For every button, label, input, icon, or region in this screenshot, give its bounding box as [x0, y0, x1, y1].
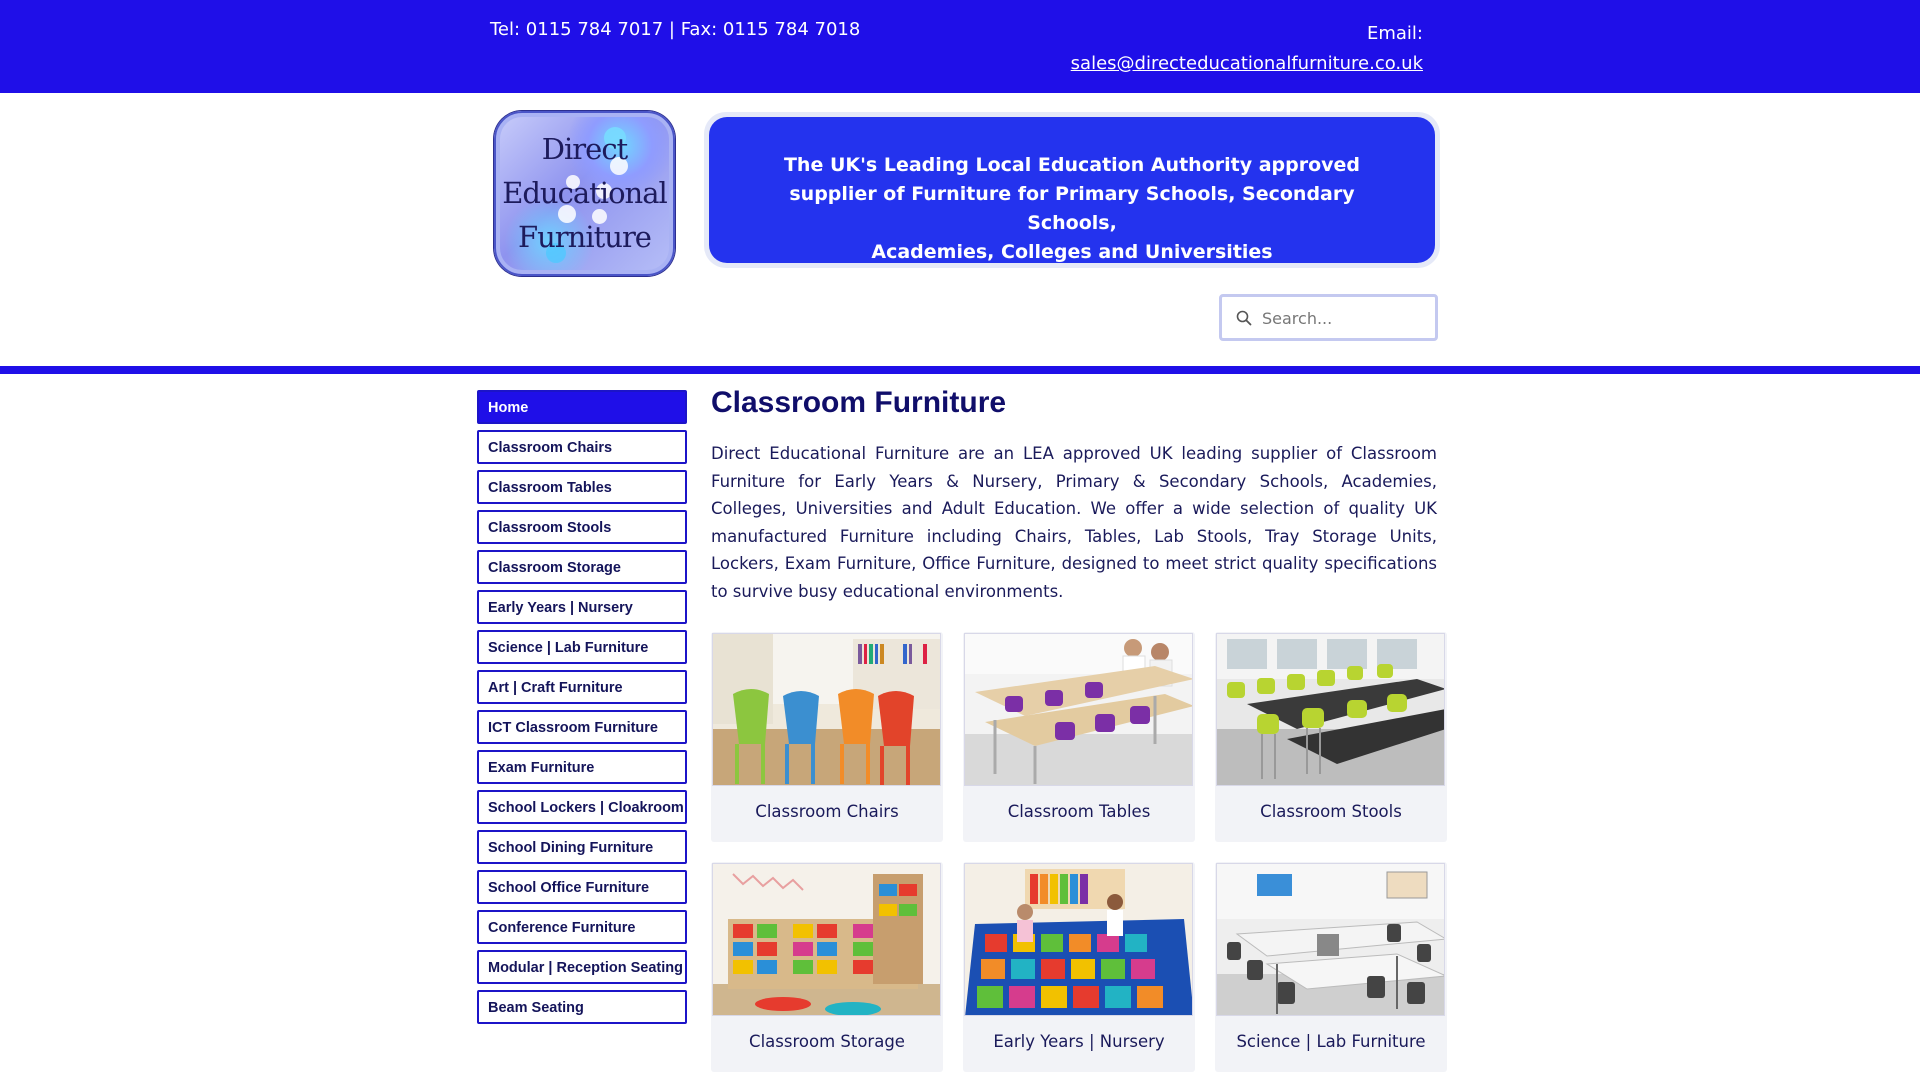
search-box[interactable] [1219, 294, 1438, 341]
sidebar-item-classroom-tables[interactable]: Classroom Tables [477, 470, 687, 504]
early-years-image[interactable] [964, 863, 1193, 1016]
product-card-early-years[interactable] [963, 862, 1195, 1072]
logo-text [496, 127, 673, 259]
tagline-line-2: supplier of Furniture for Primary Schools, Secondary Schools, [789, 183, 1355, 234]
email-link[interactable]: sales@directeducationalfurniture.co.uk [1070, 53, 1423, 74]
intro-paragraph: Direct Educational Furniture are an LEA approved UK leading supplier of Classroom Furniture for Early Years & Nursery, Primary & Secondary Schools, Academies, Colleges, Universities and Adult Education. We offer a wide selection of quality UK manufactured Furniture including Chairs, Tables, Lab Stools, Tray Storage Units, Lockers, Exam Furniture, Office Furniture, designed to meet strict quality specifications to survive busy educational environments. [711, 444, 1437, 601]
sidebar-item-classroom-stools[interactable]: Classroom Stools [477, 510, 687, 544]
site-logo[interactable] [494, 111, 675, 276]
sidebar-item-classroom-chairs[interactable]: Classroom Chairs [477, 430, 687, 464]
email-label: Email: [1366, 23, 1423, 44]
logo-line-1: Direct [541, 132, 628, 166]
product-caption[interactable]: Early Years | Nursery [993, 1032, 1165, 1051]
product-caption[interactable]: Science | Lab Furniture [1236, 1032, 1426, 1051]
sidebar-item-exam[interactable]: Exam Furniture [477, 750, 687, 784]
tagline-banner [704, 112, 1440, 268]
main-content [711, 386, 1437, 605]
sidebar-item-beam-seating[interactable]: Beam Seating [477, 990, 687, 1024]
email-block [1060, 19, 1423, 79]
product-card-classroom-chairs[interactable] [711, 632, 943, 842]
science-lab-image[interactable] [1216, 863, 1445, 1016]
product-caption[interactable]: Classroom Storage [749, 1032, 905, 1051]
contact-bar [0, 0, 1920, 93]
classroom-stools-image[interactable] [1216, 633, 1445, 786]
product-card-classroom-storage[interactable] [711, 862, 943, 1072]
logo-line-2: Educational [502, 176, 667, 210]
product-card-classroom-stools[interactable] [1215, 632, 1447, 842]
tagline-line-1: The UK's Leading Local Education Authority approved [783, 154, 1361, 176]
sidebar-item-office[interactable]: School Office Furniture [477, 870, 687, 904]
tagline-line-3: Academies, Colleges and Universities [871, 241, 1273, 263]
logo-line-3: Furniture [518, 220, 651, 254]
product-card-science-lab[interactable] [1215, 862, 1447, 1072]
sidebar-item-conference[interactable]: Conference Furniture [477, 910, 687, 944]
sidebar-nav [477, 390, 687, 1030]
product-caption[interactable]: Classroom Tables [1007, 802, 1151, 821]
classroom-chairs-image[interactable] [712, 633, 941, 786]
sidebar-item-home[interactable]: Home [477, 390, 687, 424]
sidebar-item-science-lab[interactable]: Science | Lab Furniture [477, 630, 687, 664]
classroom-tables-image[interactable] [964, 633, 1193, 786]
sidebar-item-lockers[interactable]: School Lockers | Cloakroom [477, 790, 687, 824]
sidebar-item-dining[interactable]: School Dining Furniture [477, 830, 687, 864]
sidebar-item-art-craft[interactable]: Art | Craft Furniture [477, 670, 687, 704]
sidebar-item-reception-seating[interactable]: Modular | Reception Seating [477, 950, 687, 984]
search-input[interactable] [1262, 305, 1427, 331]
product-caption[interactable]: Classroom Chairs [755, 802, 899, 821]
tagline-banner-inner [709, 117, 1435, 263]
sidebar-item-ict[interactable]: ICT Classroom Furniture [477, 710, 687, 744]
product-card-classroom-tables[interactable] [963, 632, 1195, 842]
sidebar-item-early-years[interactable]: Early Years | Nursery [477, 590, 687, 624]
product-caption[interactable]: Classroom Stools [1260, 802, 1402, 821]
phone-fax-text: Tel: 0115 784 7017 | Fax: 0115 784 7018 [490, 19, 861, 40]
classroom-storage-image[interactable] [712, 863, 941, 1016]
search-icon [1236, 310, 1252, 326]
page-title: Classroom Furniture [711, 386, 1007, 419]
header-divider [0, 366, 1920, 374]
sidebar-item-classroom-storage[interactable]: Classroom Storage [477, 550, 687, 584]
